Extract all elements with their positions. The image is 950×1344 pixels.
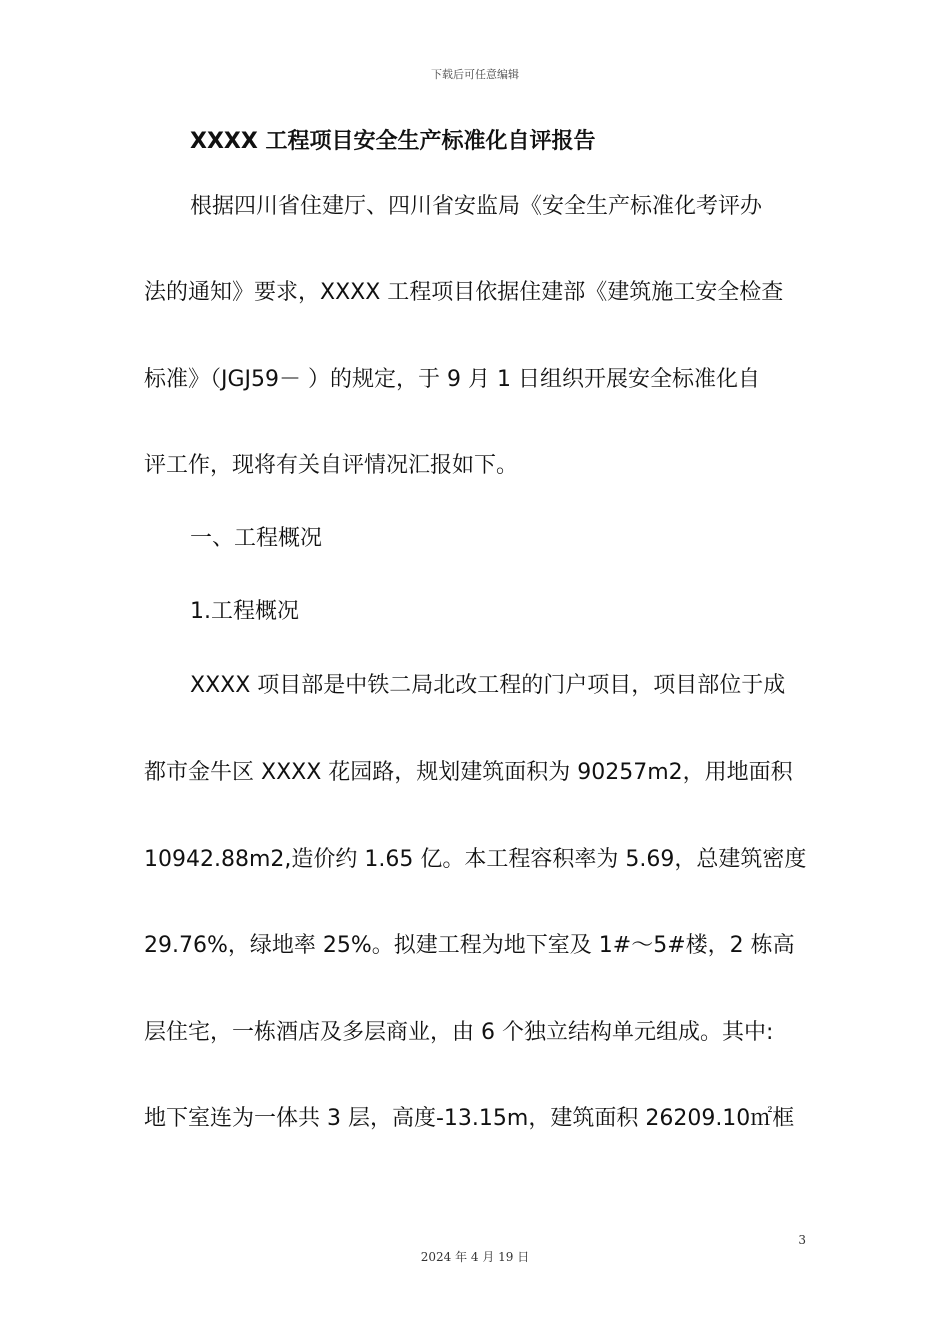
paragraph-line: 评工作，现将有关自评情况汇报如下。 [144, 453, 519, 478]
paragraph-line: 都市金牛区 XXXX 花园路，规划建筑面积为 90257m2，用地面积 [144, 760, 793, 785]
footer-date: 2024 年 4 月 19 日 [420, 1250, 530, 1264]
paragraph-line: 29.76%，绿地率 25%。拟建工程为地下室及 1#～5#楼，2 栋高 [144, 933, 795, 958]
subsection-heading: 1.工程概况 [190, 599, 299, 624]
paragraph-line: 法的通知》要求，XXXX 工程项目依据住建部《建筑施工安全检查 [144, 280, 784, 305]
page-number: 3 [798, 1233, 806, 1247]
paragraph-line: XXXX 项目部是中铁二局北改工程的门户项目，项目部位于成 [190, 673, 786, 698]
document-title: XXXX 工程项目安全生产标准化自评报告 [190, 129, 596, 154]
paragraph-line: 标准》（JGJ59－ ）的规定，于 9 月 1 日组织开展安全标准化自 [144, 367, 760, 392]
paragraph-line: 10942.88m2,造价约 1.65 亿。本工程容积率为 5.69，总建筑密度 [144, 847, 807, 872]
section-heading: 一、工程概况 [190, 526, 323, 551]
paragraph-line: 根据四川省住建厅、四川省安监局《安全生产标准化考评办 [190, 194, 763, 219]
paragraph-line: 层住宅，一栋酒店及多层商业，由 6 个独立结构单元组成。其中: [144, 1020, 774, 1045]
header-note: 下载后可任意编辑 [431, 68, 519, 81]
paragraph-line: 地下室连为一体共 3 层，高度-13.15m，建筑面积 26209.10㎡框 [144, 1106, 795, 1131]
